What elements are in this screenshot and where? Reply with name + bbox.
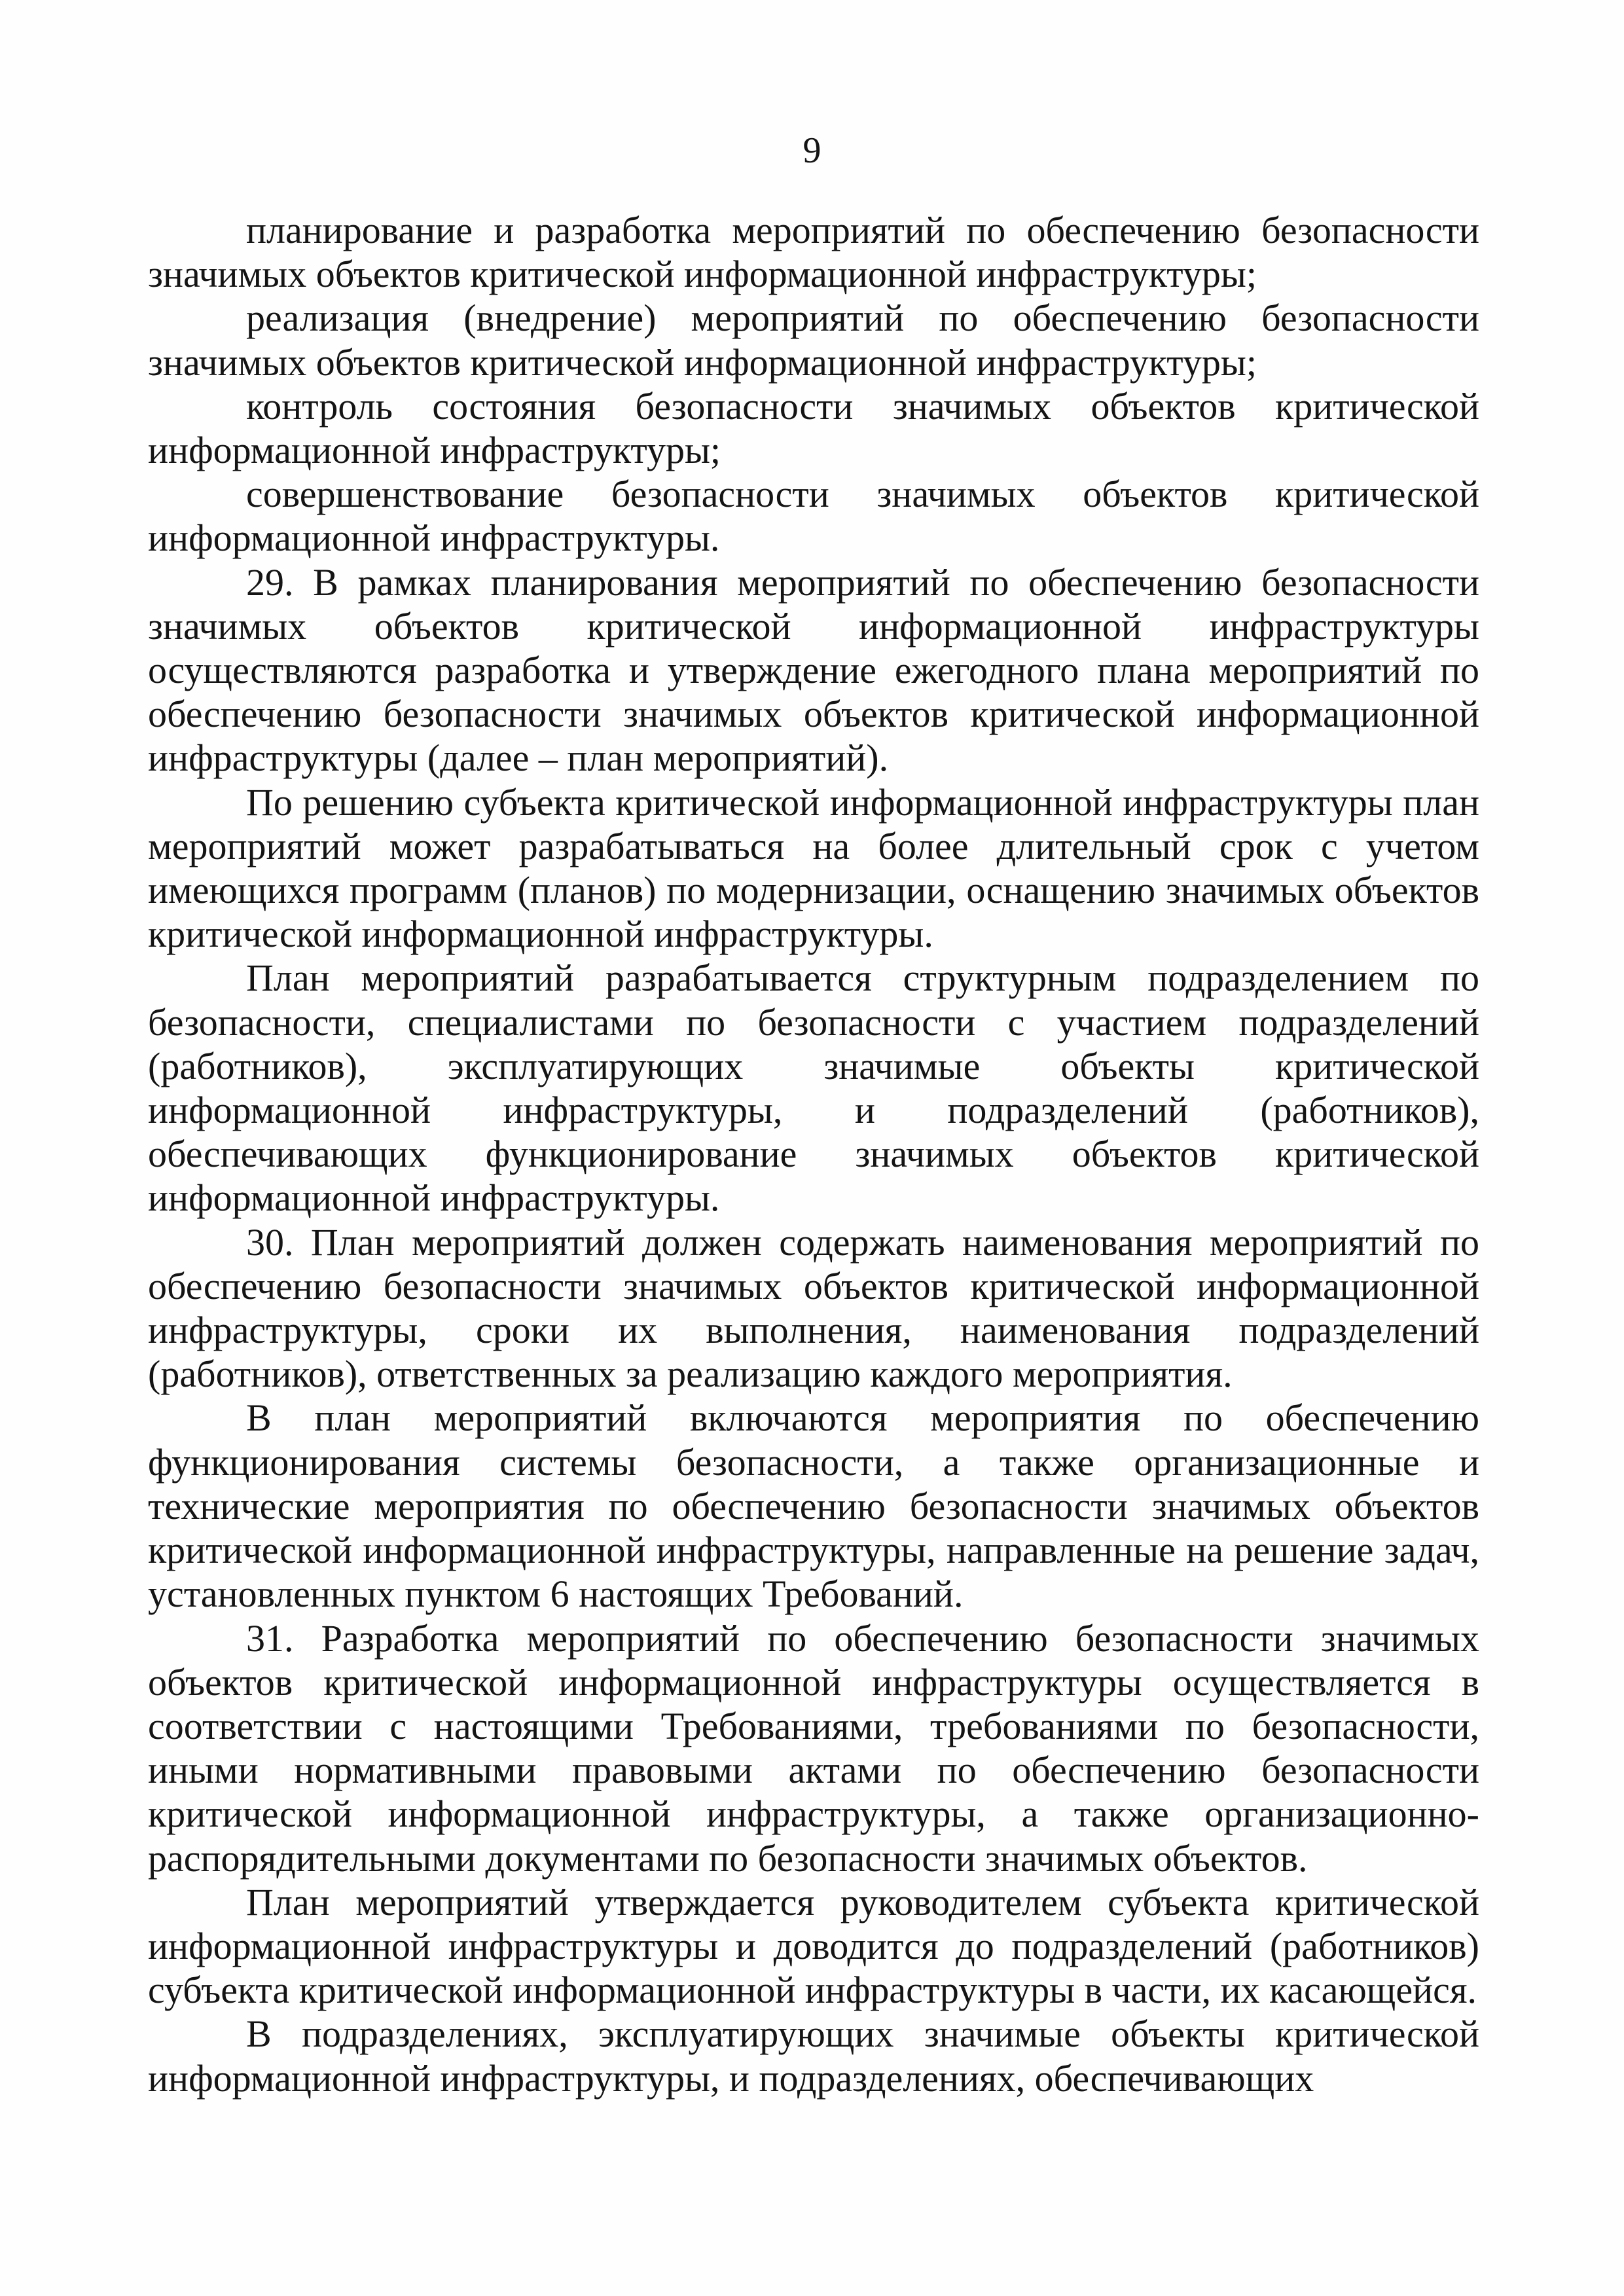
document-body [148,208,1479,2100]
paragraph-clause-30: 30. План мероприятий должен содержать наименования мероприятий по обеспечению безопасности значимых объектов критической информационной инфраструктуры, сроки их выполнения, наименования подразделений (работников), ответственных за реализацию каждого мероприятия. [148,1220,1479,1396]
paragraph-plan-duration: По решению субъекта критической информационной инфраструктуры план мероприятий может разрабатываться на более длительный срок с учетом имеющихся программ (планов) по модернизации, оснащению значимых объектов критической информационной инфраструктуры. [148,780,1479,956]
paragraph-clause-31: 31. Разработка мероприятий по обеспечению безопасности значимых объектов критической информационной инфраструктуры осуществляется в соответствии с настоящими Требованиями, требованиями по безопасности, иными нормативными правовыми актами по обеспечению безопасности критической информационной инфраструктуры, а также организационно-распорядительными документами по безопасности значимых объектов. [148,1616,1479,1880]
paragraph-improvement-item: совершенствование безопасности значимых объектов критической информационной инфраструктуры. [148,473,1479,560]
paragraph-control-item: контроль состояния безопасности значимых объектов критической информационной инфраструктуры; [148,384,1479,472]
paragraph-implementation-item: реализация (внедрение) мероприятий по обеспечению безопасности значимых объектов критической информационной инфраструктуры; [148,297,1479,384]
paragraph-plan-approval: План мероприятий утверждается руководителем субъекта критической информационной инфраструктуры и доводится до подразделений (работников) субъекта критической информационной инфраструктуры в части, их касающейся. [148,1880,1479,2012]
paragraph-planning-item: планирование и разработка мероприятий по обеспечению безопасности значимых объектов критической информационной инфраструктуры; [148,209,1479,296]
page-number: 9 [803,130,821,171]
paragraph-clause-29: 29. В рамках планирования мероприятий по обеспечению безопасности значимых объектов критической информационной инфраструктуры осуществляются разработка и утверждение ежегодного плана мероприятий по обеспечению безопасности значимых объектов критической информационной инфраструктуры (далее – план мероприятий). [148,560,1479,780]
paragraph-departments-continued: В подразделениях, эксплуатирующих значимые объекты критической информационной инфраструктуры, и подразделениях, обеспечивающих [148,2013,1479,2100]
paragraph-plan-contents: В план мероприятий включаются мероприятия по обеспечению функционирования системы безопасности, а также организационные и технические мероприятия по обеспечению безопасности значимых объектов критической информационной инфраструктуры, направленные на решение задач, установленных пунктом 6 настоящих Требований. [148,1396,1479,1616]
paragraph-plan-development: План мероприятий разрабатывается структурным подразделением по безопасности, специалистами по безопасности с участием подразделений (работников), эксплуатирующих значимые объекты критической информационной инфраструктуры, и подразделений (работников), обеспечивающих функционирование значимых объектов критической информационной инфраструктуры. [148,957,1479,1220]
